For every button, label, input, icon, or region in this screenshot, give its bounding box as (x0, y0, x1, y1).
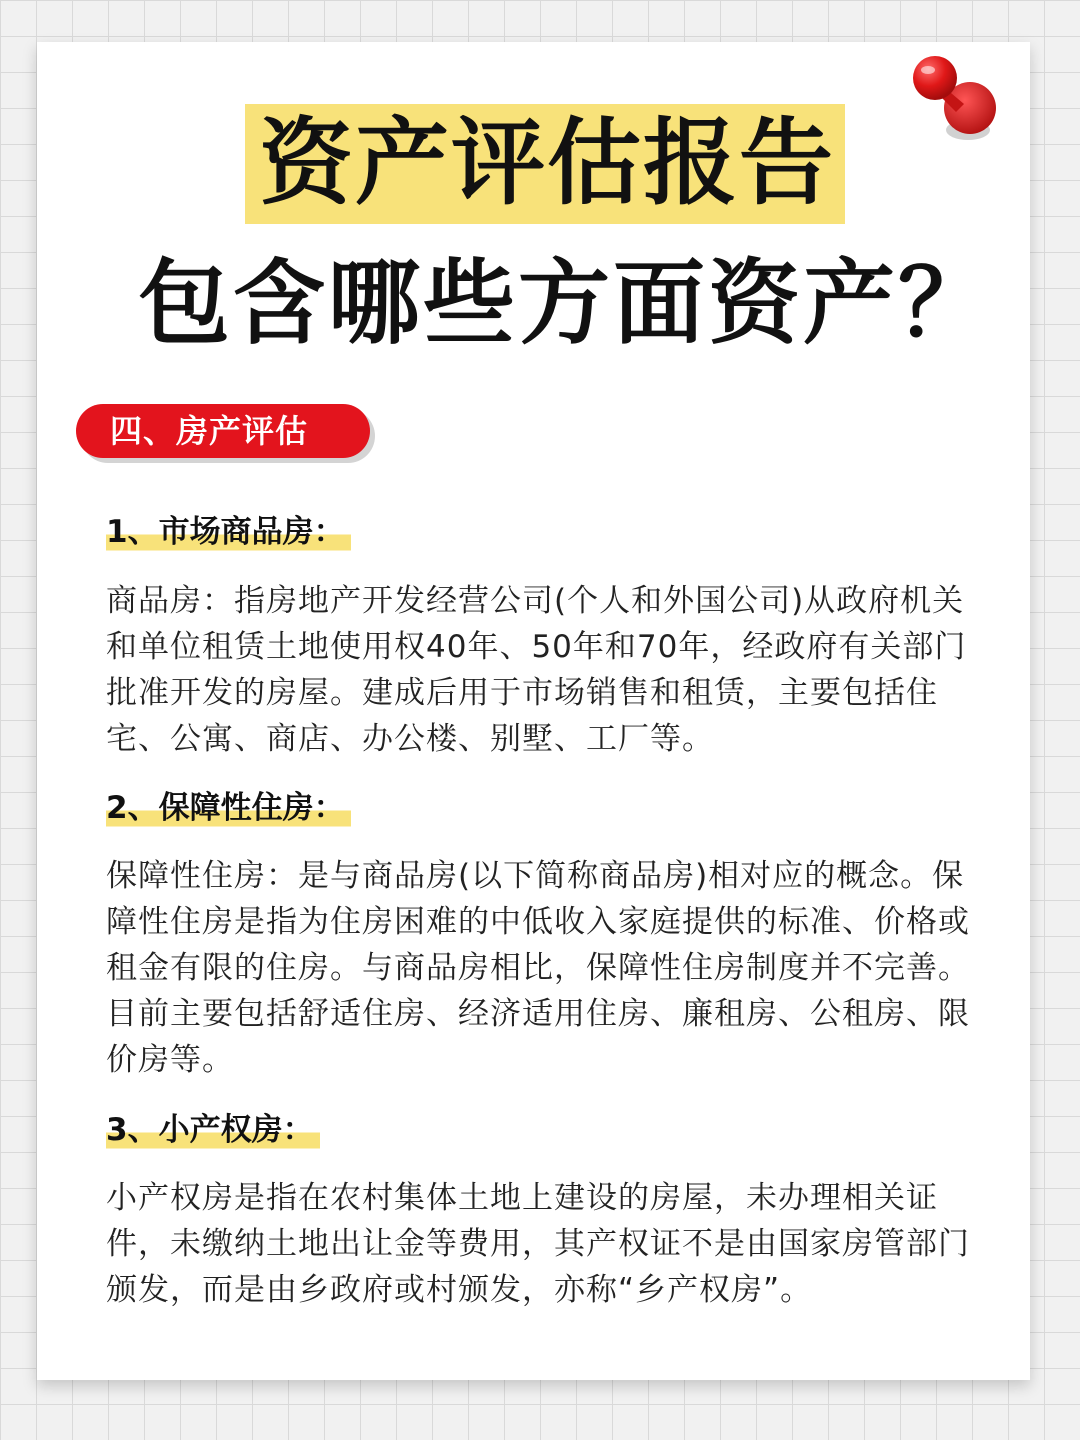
item-1-heading: 1、市场商品房： (106, 510, 351, 554)
item-2-heading: 2、保障性住房： (106, 786, 351, 830)
item-3-heading: 3、小产权房： (106, 1108, 320, 1152)
title-line-2: 包含哪些方面资产？ (138, 250, 994, 357)
push-pin-icon (908, 52, 1004, 148)
item-2-paragraph: 保障性住房：是与商品房(以下简称商品房)相对应的概念。保障性住房是指为住房困难的中低收入家庭提供的标准、价格或租金有限的住房。与商品房相比，保障性住房制度并不完善。目前主要包括舒适住房、经济适用住房、廉租房、公租房、限价房等。 (106, 858, 970, 1078)
item-1-paragraph: 商品房：指房地产开发经营公司(个人和外国公司)从政府机关和单位租赁土地使用权40年、50年和70年，经政府有关部门批准开发的房屋。建成后用于市场销售和租赁，主要包括住宅、公寓、商店、办公楼、别墅、工厂等。 (106, 583, 967, 757)
item-3-paragraph: 小产权房是指在农村集体土地上建设的房屋，未办理相关证件，未缴纳土地出让金等费用，其产权证不是由国家房管部门颁发，而是由乡政府或村颁发，亦称“乡产权房”。 (106, 1180, 970, 1308)
title-line-1: 资产评估报告 (245, 104, 845, 224)
section-label-badge: 四、房产评估 (76, 404, 370, 458)
